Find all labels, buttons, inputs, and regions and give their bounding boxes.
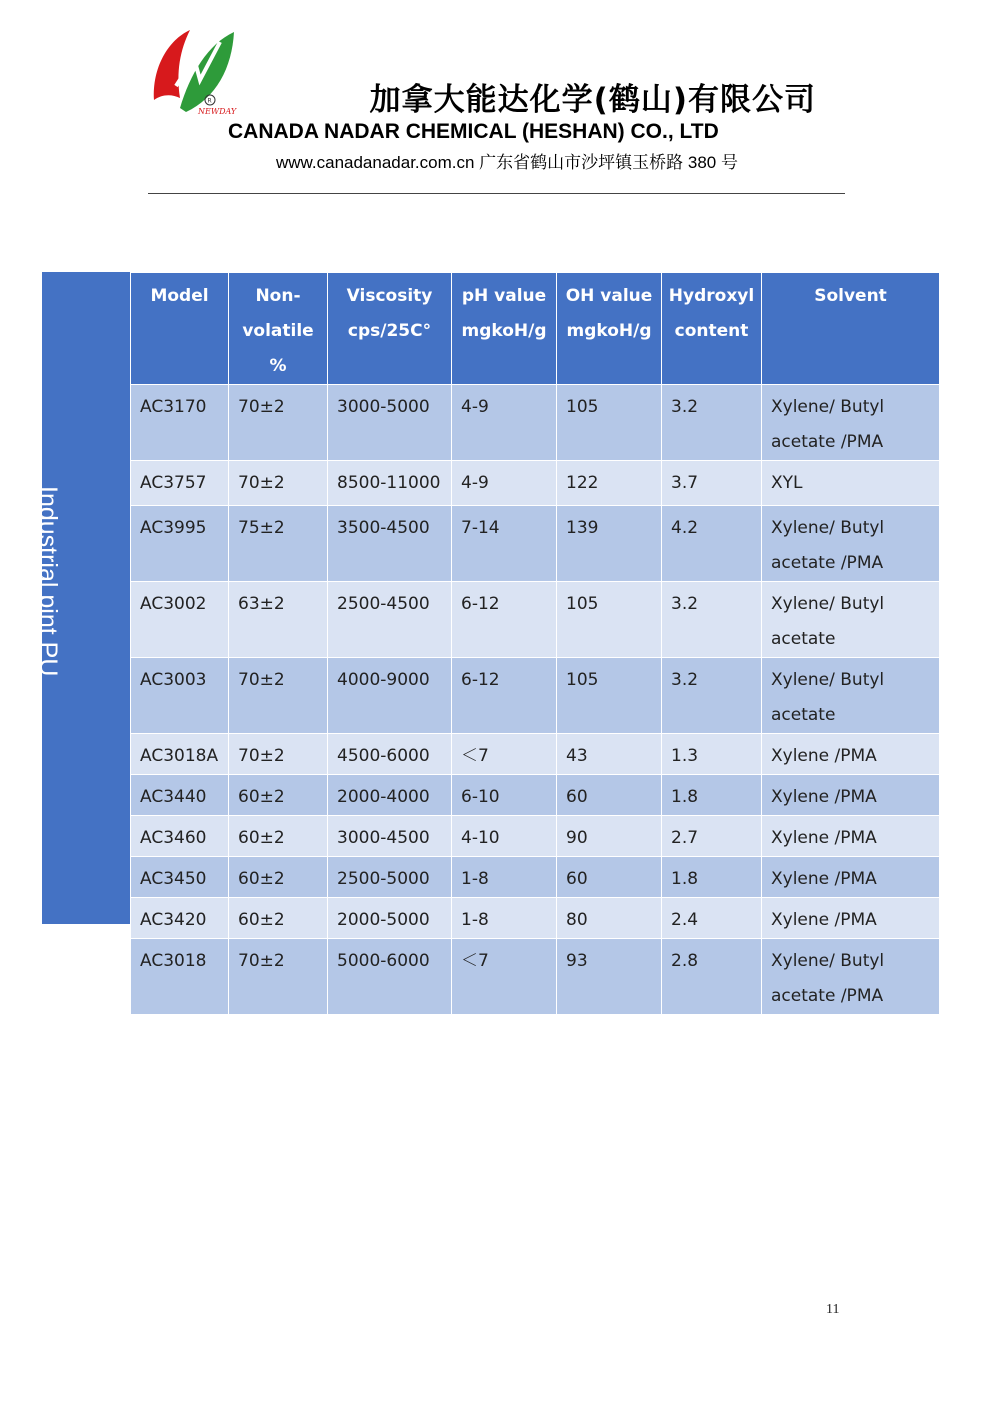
solvent-line-1: Xylene /PMA bbox=[771, 787, 877, 807]
cell-oh-value: 105 bbox=[557, 658, 662, 734]
cell-ph-value: 4-9 bbox=[452, 385, 557, 461]
solvent-line-2: acetate /PMA bbox=[771, 986, 884, 1006]
cell-solvent bbox=[762, 461, 940, 506]
cell-oh-value: 93 bbox=[557, 939, 662, 1015]
header-viscosity: Viscosity cps/25C° bbox=[328, 273, 452, 385]
cell-hydroxyl-content: 3.7 bbox=[662, 461, 762, 506]
cell-solvent bbox=[762, 658, 940, 734]
cell-oh-value: 90 bbox=[557, 816, 662, 857]
cell-hydroxyl-content: 3.2 bbox=[662, 658, 762, 734]
table-row bbox=[131, 734, 940, 775]
cell-model: AC3757 bbox=[131, 461, 229, 506]
cell-ph-value: 6-12 bbox=[452, 582, 557, 658]
solvent-line-2: acetate bbox=[771, 705, 836, 725]
cell-solvent bbox=[762, 816, 940, 857]
solvent-line-1: Xylene/ Butyl bbox=[771, 670, 885, 690]
cell-model: AC3450 bbox=[131, 857, 229, 898]
solvent-line-1: Xylene/ Butyl bbox=[771, 518, 885, 538]
cell-ph-value: ＜7 bbox=[452, 734, 557, 775]
registered-letter: R bbox=[207, 97, 212, 105]
cell-hydroxyl-content: 2.8 bbox=[662, 939, 762, 1015]
logo-wordmark: NEWDAY bbox=[198, 107, 237, 116]
cell-ph-value: 1-8 bbox=[452, 857, 557, 898]
cell-ph-value: 6-12 bbox=[452, 658, 557, 734]
cell-viscosity: 3000-5000 bbox=[328, 385, 452, 461]
header-ph-value: pH value mgkoH/g bbox=[452, 273, 557, 385]
cell-ph-value: 6-10 bbox=[452, 775, 557, 816]
cell-oh-value: 105 bbox=[557, 385, 662, 461]
cell-viscosity: 3000-4500 bbox=[328, 816, 452, 857]
cell-solvent bbox=[762, 775, 940, 816]
table-row bbox=[131, 385, 940, 461]
cell-solvent bbox=[762, 939, 940, 1015]
cell-model: AC3440 bbox=[131, 775, 229, 816]
cell-ph-value: 7-14 bbox=[452, 506, 557, 582]
cell-model: AC3170 bbox=[131, 385, 229, 461]
table-row bbox=[131, 939, 940, 1015]
company-name-english: CANADA NADAR CHEMICAL (HESHAN) CO., LTD bbox=[228, 120, 719, 143]
cell-hydroxyl-content: 3.2 bbox=[662, 385, 762, 461]
cell-non-volatile: 70±2 bbox=[229, 939, 328, 1015]
cell-non-volatile: 63±2 bbox=[229, 582, 328, 658]
cell-non-volatile: 60±2 bbox=[229, 816, 328, 857]
cell-oh-value: 122 bbox=[557, 461, 662, 506]
solvent-line-1: Xylene /PMA bbox=[771, 746, 877, 766]
cell-hydroxyl-content: 1.3 bbox=[662, 734, 762, 775]
cell-solvent bbox=[762, 734, 940, 775]
cell-solvent bbox=[762, 857, 940, 898]
solvent-line-2: acetate bbox=[771, 629, 836, 649]
cell-oh-value: 60 bbox=[557, 857, 662, 898]
cell-model: AC3995 bbox=[131, 506, 229, 582]
cell-non-volatile: 75±2 bbox=[229, 506, 328, 582]
solvent-line-1: XYL bbox=[771, 473, 803, 493]
cell-oh-value: 105 bbox=[557, 582, 662, 658]
cell-viscosity: 2500-4500 bbox=[328, 582, 452, 658]
cell-model: AC3420 bbox=[131, 898, 229, 939]
cell-oh-value: 139 bbox=[557, 506, 662, 582]
cell-non-volatile: 60±2 bbox=[229, 775, 328, 816]
cell-solvent bbox=[762, 506, 940, 582]
cell-hydroxyl-content: 1.8 bbox=[662, 775, 762, 816]
cell-oh-value: 80 bbox=[557, 898, 662, 939]
cell-model: AC3018A bbox=[131, 734, 229, 775]
cell-hydroxyl-content: 2.7 bbox=[662, 816, 762, 857]
table-row bbox=[131, 816, 940, 857]
solvent-line-1: Xylene/ Butyl bbox=[771, 397, 885, 417]
solvent-line-2: acetate /PMA bbox=[771, 553, 884, 573]
cell-solvent bbox=[762, 385, 940, 461]
cell-hydroxyl-content: 3.2 bbox=[662, 582, 762, 658]
table-row bbox=[131, 582, 940, 658]
cell-hydroxyl-content: 4.2 bbox=[662, 506, 762, 582]
cell-solvent bbox=[762, 582, 940, 658]
header-hydroxyl-content: Hydroxyl content bbox=[662, 273, 762, 385]
cell-viscosity: 2000-5000 bbox=[328, 898, 452, 939]
product-spec-table bbox=[130, 272, 940, 1015]
table-row bbox=[131, 461, 940, 506]
table-row bbox=[131, 898, 940, 939]
cell-non-volatile: 60±2 bbox=[229, 857, 328, 898]
header-divider bbox=[148, 193, 845, 194]
cell-viscosity: 5000-6000 bbox=[328, 939, 452, 1015]
cell-oh-value: 60 bbox=[557, 775, 662, 816]
cell-viscosity: 4500-6000 bbox=[328, 734, 452, 775]
cell-ph-value: 1-8 bbox=[452, 898, 557, 939]
cell-non-volatile: 60±2 bbox=[229, 898, 328, 939]
cell-hydroxyl-content: 2.4 bbox=[662, 898, 762, 939]
header-non-volatile: Non- volatile % bbox=[229, 273, 328, 385]
cell-non-volatile: 70±2 bbox=[229, 734, 328, 775]
table-row bbox=[131, 775, 940, 816]
cell-ph-value: ＜7 bbox=[452, 939, 557, 1015]
table-header-row bbox=[131, 273, 940, 385]
solvent-line-1: Xylene/ Butyl bbox=[771, 951, 885, 971]
cell-ph-value: 4-9 bbox=[452, 461, 557, 506]
cell-non-volatile: 70±2 bbox=[229, 461, 328, 506]
page-number: 11 bbox=[826, 1302, 840, 1317]
cell-model: AC3460 bbox=[131, 816, 229, 857]
header-model: Model bbox=[131, 273, 229, 385]
table-row bbox=[131, 506, 940, 582]
cell-non-volatile: 70±2 bbox=[229, 385, 328, 461]
solvent-line-1: Xylene/ Butyl bbox=[771, 594, 885, 614]
cell-viscosity: 2500-5000 bbox=[328, 857, 452, 898]
cell-solvent bbox=[762, 898, 940, 939]
table-row bbox=[131, 658, 940, 734]
cell-non-volatile: 70±2 bbox=[229, 658, 328, 734]
solvent-line-2: acetate /PMA bbox=[771, 432, 884, 452]
cell-ph-value: 4-10 bbox=[452, 816, 557, 857]
company-name-chinese: 加拿大能达化学(鹤山)有限公司 bbox=[369, 82, 816, 118]
cell-hydroxyl-content: 1.8 bbox=[662, 857, 762, 898]
header-solvent: Solvent bbox=[762, 273, 940, 385]
cell-viscosity: 8500-11000 bbox=[328, 461, 452, 506]
cell-viscosity: 4000-9000 bbox=[328, 658, 452, 734]
cell-oh-value: 43 bbox=[557, 734, 662, 775]
cell-model: AC3002 bbox=[131, 582, 229, 658]
cell-viscosity: 2000-4000 bbox=[328, 775, 452, 816]
section-label: Industrial pint PU bbox=[34, 486, 62, 677]
header-oh-value: OH value mgkoH/g bbox=[557, 273, 662, 385]
company-address: www.canadanadar.com.cn 广东省鹤山市沙坪镇玉桥路 380 号 bbox=[276, 153, 738, 172]
cell-model: AC3003 bbox=[131, 658, 229, 734]
cell-viscosity: 3500-4500 bbox=[328, 506, 452, 582]
solvent-line-1: Xylene /PMA bbox=[771, 910, 877, 930]
solvent-line-1: Xylene /PMA bbox=[771, 869, 877, 889]
cell-model: AC3018 bbox=[131, 939, 229, 1015]
solvent-line-1: Xylene /PMA bbox=[771, 828, 877, 848]
table-row bbox=[131, 857, 940, 898]
